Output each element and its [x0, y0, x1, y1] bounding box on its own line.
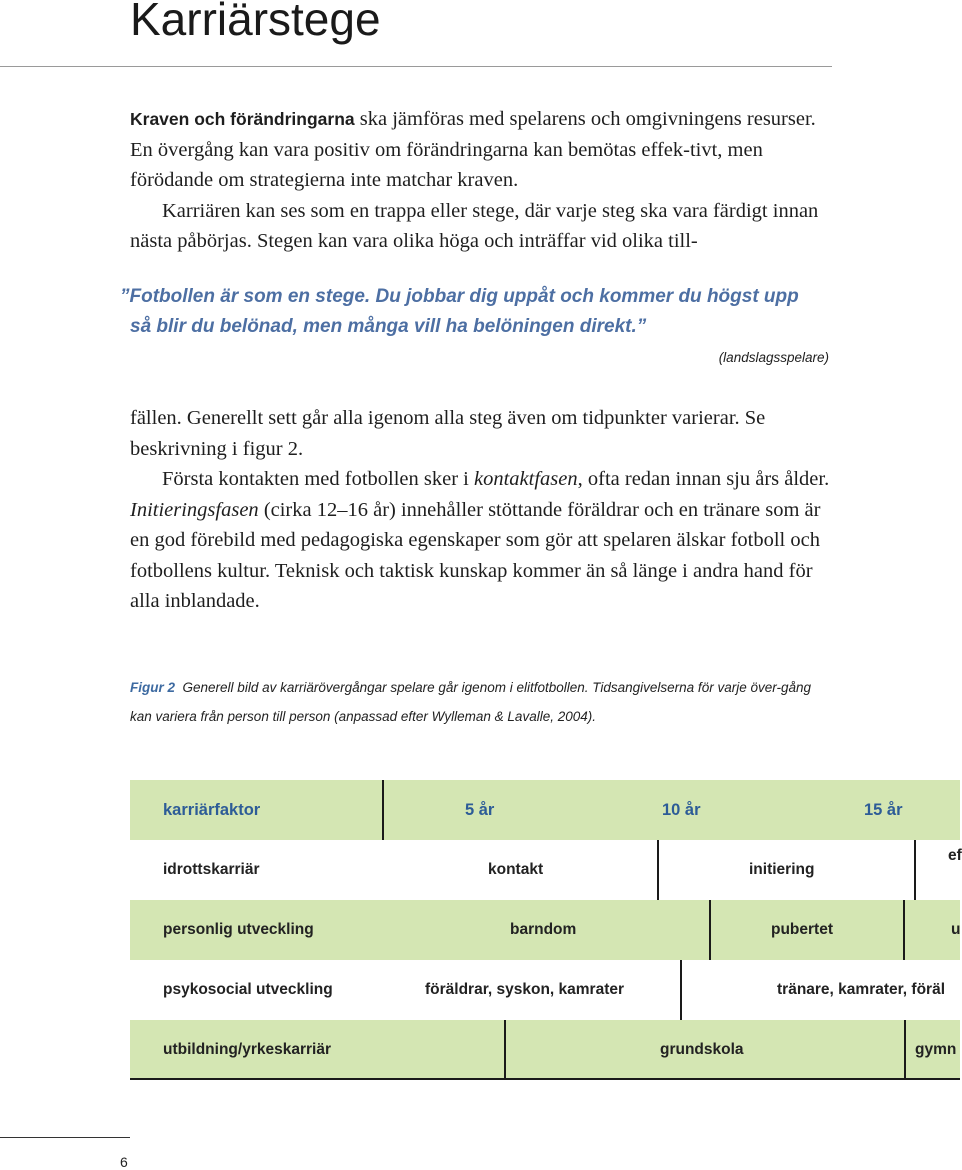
figure-caption-text: Generell bild av karriärövergångar spelare går igenom i elitfotbollen. Tidsangivelserna för varje över-gång kan variera från person till person (anpassad efter Wylleman & Lavalle, 2004). [130, 680, 811, 724]
paragraph-1 [130, 104, 830, 196]
term-kontaktfasen: kontaktfasen [474, 468, 578, 490]
header-separator [382, 780, 384, 840]
paragraph-1-text: ska jämföras med spelarens och omgivningens resurser. En övergång kan vara positiv om förändringarna kan bemötas effek-tivt, men förödande om strategierna inte matchar kraven. [130, 108, 816, 191]
phase-cell: u [951, 921, 961, 938]
pull-quote [120, 282, 830, 342]
header-age-10: 10 år [662, 801, 701, 819]
phase-cell: föräldrar, syskon, kamrater [425, 981, 625, 998]
phase-cell: initiering [749, 861, 815, 878]
row-factor-label: utbildning/yrkeskarriär [163, 1041, 331, 1058]
quote-line-2: så blir du belönad, men många vill ha belöningen direkt.” [130, 316, 647, 337]
phase-cell: ef [948, 847, 962, 864]
phase-cell: kontakt [488, 861, 544, 878]
row-factor-label: idrottskarriär [163, 861, 260, 878]
phase-divider [903, 900, 905, 960]
intro-paragraphs [130, 104, 830, 257]
phase-divider [504, 1020, 506, 1080]
row-factor-label: personlig utveckling [163, 921, 314, 938]
row-factor-label: psykosocial utveckling [163, 981, 333, 998]
paragraph-4-text-b: , ofta redan innan sju års ålder. [577, 468, 830, 490]
phase-cell: barndom [510, 921, 577, 938]
phase-divider [904, 1020, 906, 1080]
phase-cell: gymn [915, 1041, 957, 1058]
phase-divider [657, 840, 659, 900]
header-factor: karriärfaktor [163, 801, 261, 819]
table-row [130, 900, 960, 960]
paragraph-4 [130, 464, 830, 617]
phase-cell: pubertet [771, 921, 833, 938]
term-initieringsfasen: Initieringsfasen [130, 498, 259, 521]
table-row [130, 960, 960, 1020]
quote-line-1: ”Fotbollen är som en stege. Du jobbar dig uppåt och kommer du högst upp [120, 286, 799, 307]
phase-divider [914, 840, 916, 900]
continued-paragraphs [130, 403, 830, 617]
figure-label: Figur 2 [130, 680, 176, 695]
paragraph-3: fällen. Generellt sett går alla igenom alla steg även om tidpunkter varierar. Se beskrivning i figur 2. [130, 407, 766, 460]
page-number: 6 [120, 1154, 128, 1170]
header-row [130, 780, 960, 840]
quote-source: (landslagsspelare) [718, 350, 829, 365]
phase-cell: grundskola [660, 1041, 744, 1058]
career-ladder-figure [130, 780, 960, 1080]
phase-divider [680, 960, 682, 1020]
phase-divider [709, 900, 711, 960]
paragraph-2: Karriären kan ses som en trappa eller stege, där varje steg ska vara färdigt innan nästa påbörjas. Stegen kan vara olika höga och inträffar vid olika till- [130, 199, 819, 252]
footer-divider [0, 1137, 130, 1138]
lead-in-bold: Kraven och förändringarna [130, 109, 355, 129]
table-row [130, 840, 960, 900]
paragraph-4-text-c: (cirka 12–16 år) innehåller stöttande föräldrar och en tränare som är en god förebild med pedagogiska egenskaper som gör att spelaren älskar fotboll och fotbollens kultur. Teknisk och taktisk kunskap kommer än så länge i andra hand för alla inblandade. [130, 498, 821, 612]
paragraph-4-text-a: Första kontakten med fotbollen sker i [162, 468, 474, 490]
figure-bottom-rule [130, 1078, 960, 1080]
page-title: Karriärstege [130, 0, 381, 45]
header-age-5: 5 år [465, 801, 495, 819]
figure-caption [130, 673, 835, 731]
table-row [130, 1020, 960, 1080]
phase-cell: tränare, kamrater, föräl [777, 981, 946, 998]
title-divider [0, 66, 832, 67]
header-age-15: 15 år [864, 801, 903, 819]
